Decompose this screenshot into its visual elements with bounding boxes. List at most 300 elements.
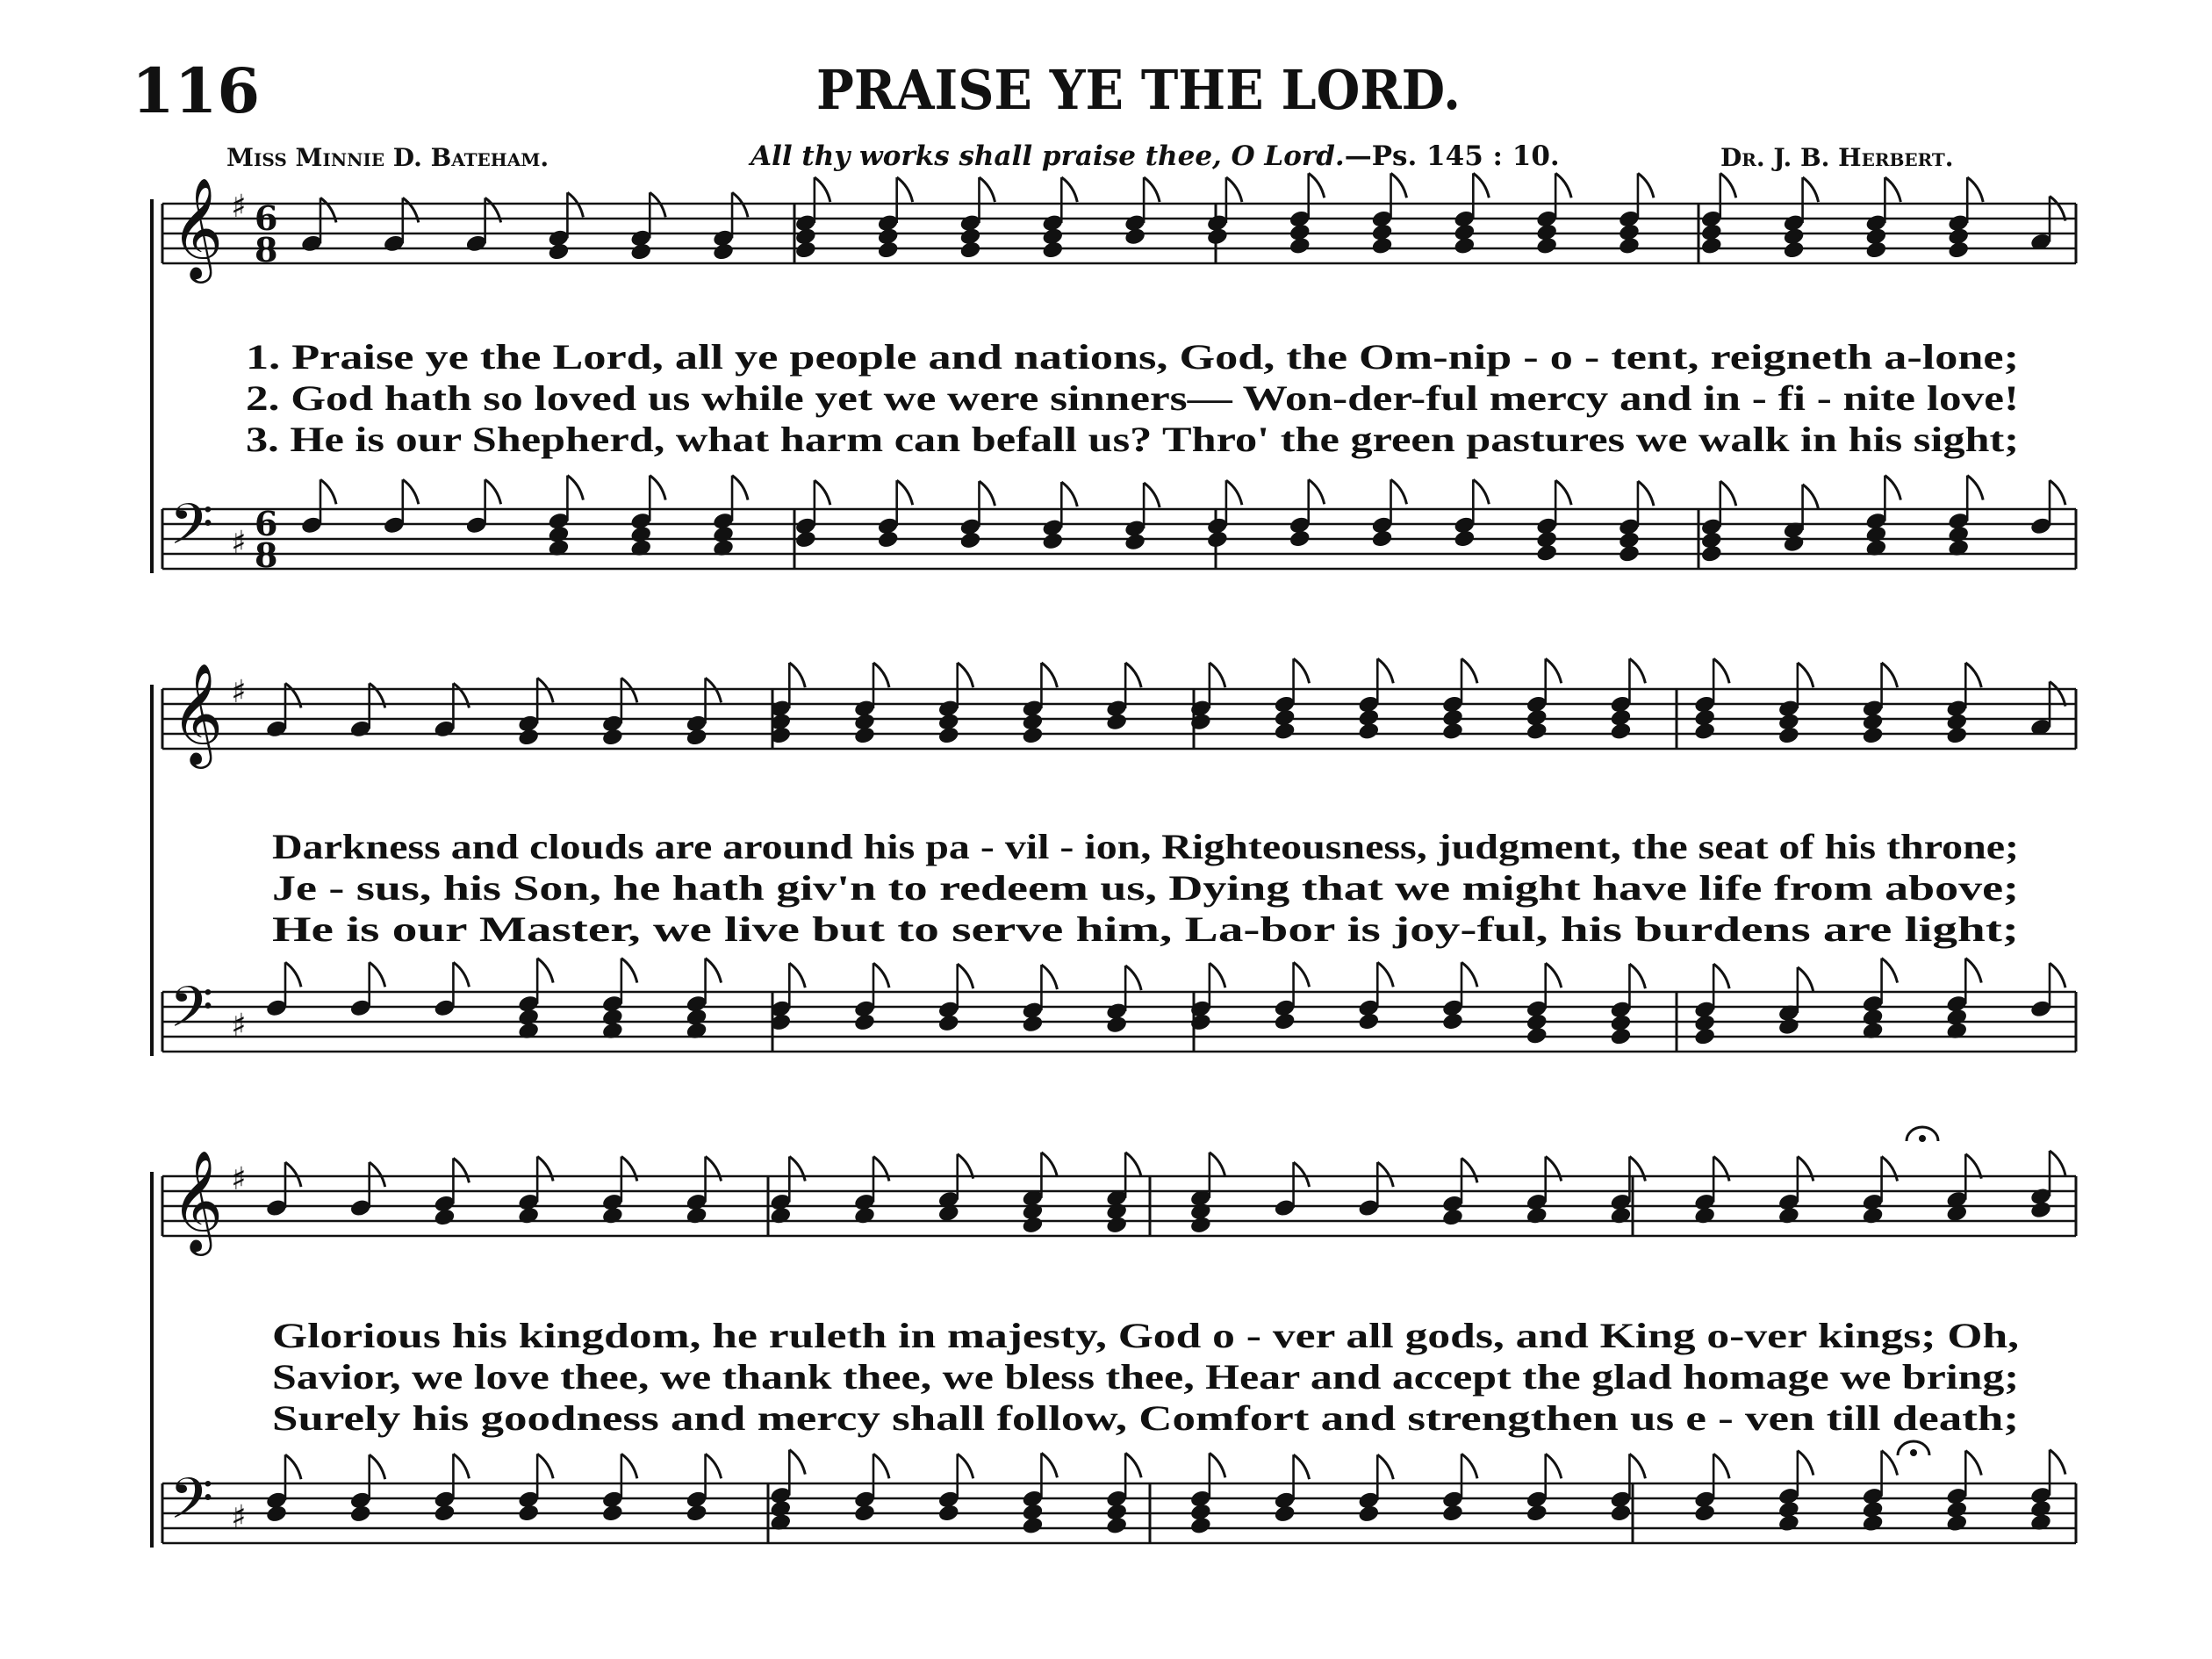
note-head [601,1206,624,1226]
bass-note [265,962,301,1017]
note-flag [1462,1454,1477,1478]
note-flag [1882,1157,1898,1181]
bass-note [349,962,385,1017]
treble-note [1357,1162,1393,1217]
note-flag [1309,479,1325,504]
note-head [769,1206,792,1226]
note-flag [1882,663,1898,687]
note-flag [732,476,748,500]
time-signature-bottom: 8 [255,535,278,575]
lyrics-block [272,1316,2019,1438]
treble-note [349,683,385,738]
note-head [1945,1513,1968,1533]
note-flag [650,192,665,217]
note-head [937,1013,960,1033]
note-head [1357,722,1380,742]
bass-note [1021,965,1057,1034]
note-flag [621,959,637,983]
treble-note [1693,658,1729,741]
key-signature-sharp-icon: ♯ [231,1161,247,1197]
treble-note [383,198,419,253]
bass-note [1124,483,1160,552]
note-head [1861,725,1884,745]
note-head [1441,1011,1464,1031]
note-flag [1294,658,1310,683]
note-flag [1462,1158,1477,1182]
note-head [1782,534,1805,554]
note-flag [706,1454,722,1478]
note-flag [1125,663,1141,687]
note-flag [485,479,501,504]
note-flag [1041,1153,1057,1177]
note-head [794,240,817,260]
note-flag [1309,173,1325,198]
note-flag [706,959,722,983]
note-head [937,725,960,745]
note-flag [1885,177,1900,202]
note-flag [1125,966,1141,990]
note-head [853,725,876,745]
note-head [1289,236,1311,256]
treble-note [1273,1162,1309,1217]
note-flag [1638,481,1654,506]
bass-note [465,479,501,535]
bass-note [433,962,469,1017]
bass-note [1947,476,1983,558]
note-flag [1629,1454,1645,1478]
note-flag [1546,1157,1562,1181]
bass-note [601,959,637,1041]
note-flag [1803,177,1819,202]
note-head [937,1503,960,1523]
author-credit: Miss Minnie D. Bateham. [226,143,549,172]
lyric-line: Savior, we love thee, we thank thee, we bless thee, Hear and accept the glad homage we bring; [272,1357,2019,1397]
treble-note [433,683,469,738]
bass-note [1021,1453,1057,1535]
epigraph-reference: —Ps. 145 : 10. [1344,140,1560,172]
music-system [152,658,2076,1056]
note-head [349,1504,372,1524]
bass-note [1782,485,1818,554]
treble-note [433,1158,469,1227]
note-head [1021,1215,1044,1235]
note-flag [1061,177,1077,202]
note-flag [1798,967,1813,992]
bass-clef-icon: 𝄢 [169,492,214,571]
bass-note [1105,966,1141,1035]
note-flag [621,1454,637,1478]
note-head [1693,1503,1716,1523]
time-signature-bottom: 8 [255,230,278,269]
treble-note [1206,177,1242,247]
note-head [517,727,540,747]
treble-note [1535,173,1571,255]
treble-note [265,1162,301,1217]
treble-note [265,683,301,738]
note-flag [1885,476,1900,500]
note-flag [370,1454,385,1479]
note-flag [873,663,889,687]
note-head [1021,1516,1044,1536]
note-flag [1294,1162,1310,1187]
note-flag [1798,1451,1813,1476]
note-flag [1377,658,1393,683]
lyric-line: 3. He is our Shepherd, what harm can befall us? Thro' the green pastures we walk in his sight; [246,420,2019,459]
note-flag [1210,963,1225,988]
note-flag [285,962,301,987]
note-flag [815,177,830,202]
note-flag [1720,173,1736,198]
note-flag [1144,177,1160,202]
fermata-dot [1910,1449,1917,1456]
note-head [1370,528,1393,549]
note-head [1441,1503,1464,1523]
note-head [853,1012,876,1032]
note-head [1618,543,1641,564]
note-flag [1377,1162,1393,1187]
note-flag [1967,476,1983,500]
note-head [1535,543,1558,564]
note-head [1778,725,1800,745]
note-flag [1555,173,1571,198]
note-flag [1638,173,1654,198]
bass-note [769,1450,805,1533]
note-flag [1713,964,1729,988]
note-head [1778,1206,1800,1226]
bass-note [547,476,583,558]
note-flag [453,962,469,987]
note-head [685,1503,707,1523]
note-flag [789,1450,805,1475]
treble-clef-icon: 𝄞 [171,662,224,765]
note-flag [1546,963,1562,988]
note-flag [1629,964,1645,988]
note-flag [732,192,748,217]
note-head [1945,725,1968,745]
bass-note [1609,964,1645,1046]
note-flag [1377,1454,1393,1479]
note-flag [1462,962,1477,987]
treble-note [1289,173,1325,255]
note-flag [815,480,830,505]
treble-note [1021,1153,1057,1235]
hymn-title: PRAISE YE THE LORD. [816,58,1461,122]
bass-note [1778,967,1813,1037]
note-flag [2050,480,2065,505]
bass-note [1778,1451,1813,1533]
note-head [1609,1206,1632,1226]
note-flag [1473,479,1489,504]
bass-note [1700,481,1736,564]
note-flag [789,1157,805,1181]
note-flag [370,962,385,987]
note-head [1041,531,1064,551]
note-flag [537,678,553,702]
bass-note [1693,964,1729,1046]
treble-clef-icon: 𝄞 [171,176,224,279]
note-flag [1377,962,1393,987]
note-flag [453,1454,469,1478]
note-head [1273,1011,1296,1031]
epigraph-text: All thy works shall praise thee, O Lord. [750,140,1345,172]
note-head [853,1503,876,1523]
note-flag [1546,1454,1562,1478]
treble-note [1441,658,1477,741]
lyric-line: Je - sus, his Son, he hath giv'n to redeem us, Dying that we might have life from above; [272,868,2019,908]
note-head [1273,1504,1296,1524]
note-flag [706,678,722,702]
note-flag [1965,1154,1981,1179]
treble-note [465,198,501,253]
note-flag [370,1162,385,1187]
note-flag [1967,177,1983,202]
note-head [1693,1026,1716,1046]
note-head [1370,236,1393,256]
note-flag [1803,485,1819,509]
page-number: 116 [132,54,261,127]
note-flag [1965,1451,1981,1476]
note-flag [1798,1157,1813,1181]
treble-note [1700,173,1736,255]
bass-note [1041,482,1077,551]
note-flag [1391,479,1407,504]
note-head [1526,1503,1548,1523]
bass-note [712,476,748,558]
note-flag [403,479,419,504]
time-signature-top: 6 [255,198,278,238]
bass-note [300,479,336,535]
note-flag [1041,1453,1057,1477]
note-head [1618,236,1641,256]
treble-note [1189,1153,1225,1235]
bass-clef-icon: 𝄢 [169,975,214,1054]
note-head [1526,722,1548,742]
treble-staff [162,176,2076,284]
note-flag [2050,963,2065,988]
note-flag [979,481,995,506]
note-head [433,1207,456,1227]
note-flag [1125,1153,1141,1177]
lyric-line: 1. Praise ye the Lord, all ye people and nations, God, the Om-nip - o - tent, reigneth a-lone; [246,337,2019,377]
note-flag [1713,658,1729,683]
note-flag [1629,658,1645,683]
bass-note [1861,1451,1897,1533]
note-flag [453,1158,469,1182]
note-flag [1061,482,1077,506]
note-flag [873,1454,889,1478]
note-head [1021,1014,1044,1034]
note-head [517,1206,540,1226]
note-flag [1546,658,1562,683]
note-flag [621,1157,637,1181]
treble-note [1618,173,1654,255]
note-head [853,1206,876,1226]
bass-note [1945,959,1981,1041]
note-head [1861,1206,1884,1226]
note-flag [285,1454,301,1479]
note-flag [958,1454,973,1478]
note-head [265,1504,288,1524]
note-flag [706,1157,722,1181]
note-head [1700,236,1723,256]
time-signature [255,504,277,575]
note-head [547,241,570,262]
note-head [1609,1503,1632,1523]
note-flag [958,663,973,687]
note-flag [1965,663,1981,687]
treble-note [1453,173,1489,255]
note-head [712,241,735,262]
treble-note [1105,663,1141,732]
note-head [1124,532,1146,552]
bass-note [1526,963,1562,1045]
bass-note [1864,476,1900,558]
note-flag [1882,959,1898,983]
treble-note [1945,1154,1981,1224]
note-head [2029,1200,2052,1220]
note-head [1289,528,1311,549]
bass-note [1105,1453,1141,1535]
note-flag [537,959,553,983]
note-flag [1210,663,1225,687]
note-flag [2050,1151,2065,1175]
note-flag [650,476,665,500]
note-flag [1210,1153,1225,1177]
note-flag [1720,481,1736,506]
note-flag [789,663,805,687]
note-head [601,1503,624,1523]
note-flag [873,963,889,988]
note-head [1778,1513,1800,1533]
note-head [877,529,900,549]
note-head [685,727,707,747]
lyrics-block [246,337,2019,459]
note-flag [1226,480,1242,505]
bass-note [1618,481,1654,564]
bass-note [1189,1453,1225,1535]
note-head [959,240,981,260]
music-system [152,1149,2076,1548]
note-head [1693,1206,1716,1226]
note-flag [285,1162,301,1187]
note-flag [789,963,805,988]
treble-note [937,1154,973,1224]
key-signature-sharp-icon: ♯ [231,189,247,225]
note-head [1441,1207,1464,1227]
time-signature-top: 6 [255,504,278,543]
note-head [1526,1206,1548,1226]
note-flag [1391,173,1407,198]
note-head [1947,240,1970,260]
note-flag [2050,682,2065,707]
note-flag [1882,1451,1898,1476]
bass-note [2029,1450,2065,1533]
note-flag [2050,1450,2065,1475]
lyric-line: He is our Master, we live but to serve him, La-bor is joy-ful, his burdens are light; [272,909,2019,949]
fermata-dot [1919,1135,1926,1142]
lyric-line: Darkness and clouds are around his pa - vil - ion, Righteousness, judgment, the seat of his throne; [272,827,2019,866]
note-flag [1965,959,1981,983]
treble-note [1273,658,1309,741]
note-flag [873,1157,889,1181]
lyric-line: Glorious his kingdom, he ruleth in majesty, God o - ver all gods, and King o-ver kings; Oh, [272,1316,2019,1355]
note-head [1357,1504,1380,1524]
treble-note [2029,1151,2065,1220]
note-head [794,529,817,549]
note-flag [1462,658,1477,683]
note-head [433,1503,456,1523]
note-head [1206,226,1229,247]
lyric-line: Surely his goodness and mercy shall follow, Comfort and strengthen us e - ven till death; [272,1398,2019,1438]
treble-note [1526,658,1562,741]
note-head [1526,1026,1548,1046]
note-head [1782,240,1805,260]
note-head [1105,1215,1128,1235]
note-head [959,530,981,550]
note-flag [897,480,913,505]
note-flag [979,177,995,202]
note-flag [1144,483,1160,507]
key-signature-sharp-icon: ♯ [231,1008,247,1044]
note-head [1453,236,1476,256]
note-head [1864,240,1887,260]
key-signature-sharp-icon: ♯ [231,674,247,710]
note-head [1453,528,1476,549]
treble-clef-icon: 𝄞 [171,1149,224,1252]
note-head [1189,1516,1212,1536]
note-head [1124,226,1146,247]
note-flag [1210,1453,1225,1477]
note-head [1441,722,1464,742]
note-flag [1713,1454,1729,1478]
composer-credit: Dr. J. B. Herbert. [1720,143,1954,172]
bass-note [1861,959,1897,1041]
time-signature [255,198,277,269]
note-head [877,240,900,260]
treble-note [1124,177,1160,247]
bass-note [629,476,665,558]
bass-note [1945,1451,1981,1533]
note-head [1021,725,1044,745]
bass-clef-icon: 𝄢 [169,1467,214,1546]
note-head [1778,1016,1800,1037]
bass-note [383,479,419,535]
note-flag [1226,177,1242,202]
note-flag [320,479,336,504]
note-head [1105,712,1128,732]
bass-note [685,959,721,1041]
bass-note [1535,480,1571,563]
treble-note [1441,1158,1477,1227]
treble-note [1609,658,1645,741]
note-head [1041,240,1064,260]
key-signature-sharp-icon: ♯ [231,525,247,561]
music-system [152,173,2076,575]
lyrics-block [272,827,2019,949]
note-flag [958,964,973,988]
note-flag [621,678,637,702]
bass-note [517,959,553,1041]
note-head [1206,529,1229,549]
key-signature-sharp-icon: ♯ [231,1499,247,1535]
note-head [629,241,652,262]
note-head [1609,722,1632,742]
note-head [1861,1513,1884,1533]
note-flag [567,192,583,217]
note-head [517,1503,540,1523]
note-flag [1713,1157,1729,1181]
note-flag [1798,663,1813,687]
